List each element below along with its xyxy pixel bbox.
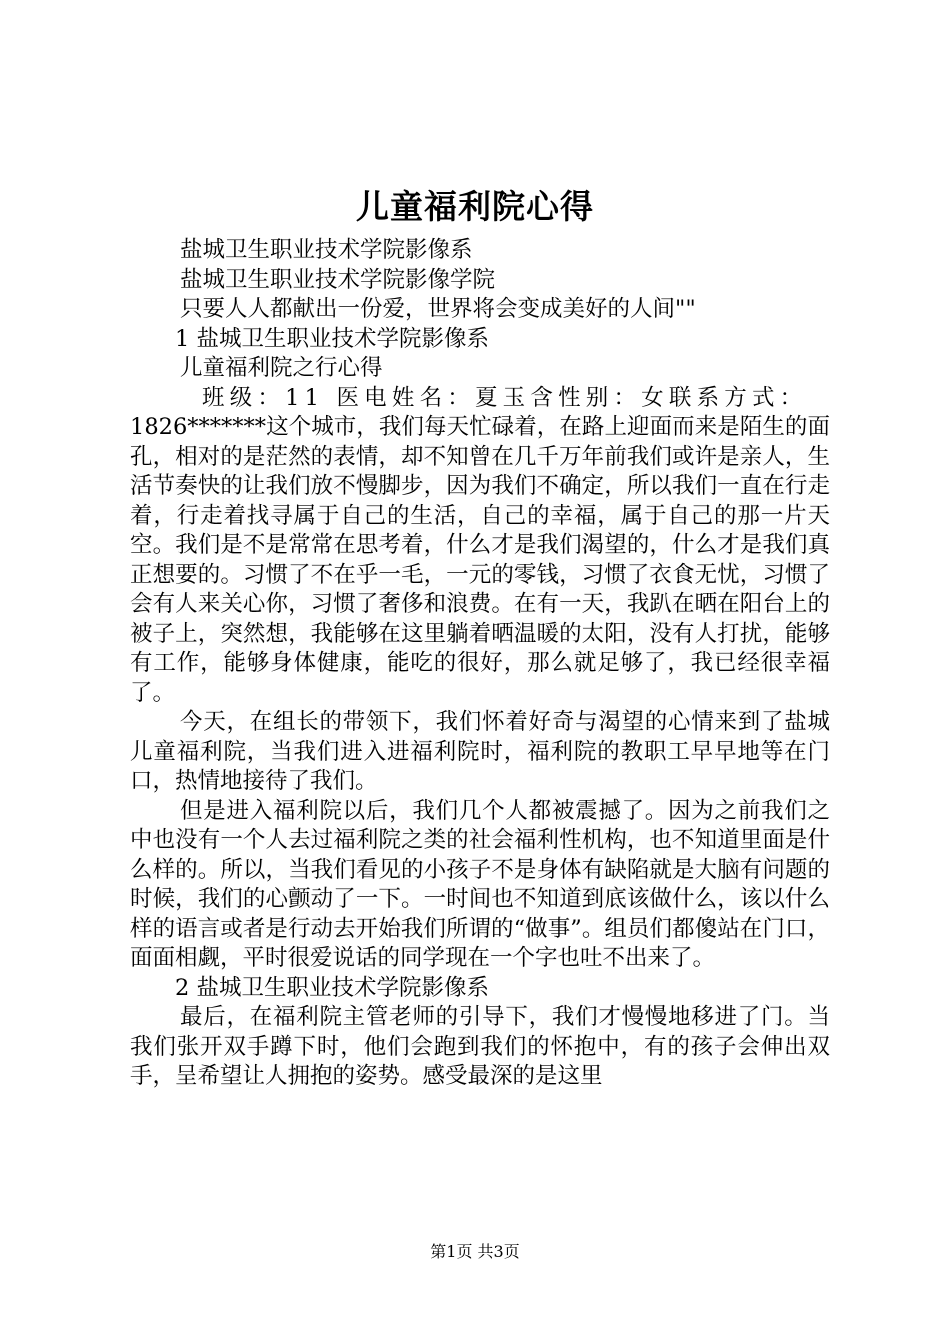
- header-line-page-marker: 1 盐城卫生职业技术学院影像系: [175, 325, 489, 352]
- header-line-motto: 只要人人都献出一份爱，世界将会变成美好的人间"": [180, 296, 696, 322]
- header-line-school: 盐城卫生职业技术学院影像系: [180, 237, 473, 263]
- paragraph: [130, 413, 830, 708]
- document-body: [130, 236, 830, 1092]
- header-line-subtitle: 儿童福利院之行心得: [180, 355, 383, 381]
- page-footer: 第1页 共3页: [430, 1242, 520, 1261]
- section-marker: 2 盐城卫生职业技术学院影像系: [175, 974, 489, 1001]
- paragraph: [130, 708, 830, 797]
- paragraph-text: 但是进入福利院以后，我们几个人都被震撼了。因为之前我们之中也没有一个人去过福利院之类的社会福利性机构，也不知道里面是什么样的。所以，当我们看见的小孩子不是身体有缺陷就是大脑有问题的时候，我们的心颤动了一下。一时间也不知道到底该做什么，该以什么样的语言或者是行动去开始我们所谓的“做事”。组员们都傻站在门口，面面相觑，平时很爱说话的同学现在一个字也吐不出来了。: [130, 797, 830, 971]
- page-title: 儿童福利院心得: [356, 187, 594, 226]
- paragraph-text: 最后，在福利院主管老师的引导下，我们才慢慢地移进了门。当我们张开双手蹲下时，他们会跑到我们的怀抱中，有的孩子会伸出双手，呈希望让人拥抱的姿势。感受最深的是这里: [130, 1004, 830, 1089]
- info-line: 班级：11 医电姓名：夏玉含性别：女联系方式：: [202, 384, 808, 411]
- paragraph-text: 1826*******这个城市，我们每天忙碌着，在路上迎面而来是陌生的面孔，相对的是茫然的表情，却不知曾在几千万年前我们或许是亲人，生活节奏快的让我们放不慢脚步，因为我们不确定，所以我们一直在行走着，行走着找寻属于自己的生活，自己的幸福，属于自己的那一片天空。我们是不是常常在思考着，什么才是我们渴望的，什么才是我们真正想要的。习惯了不在乎一毛，一元的零钱，习惯了衣食无忧，习惯了会有人来关心你，习惯了奢侈和浪费。在有一天，我趴在晒在阳台上的被子上，突然想，我能够在这里躺着晒温暖的太阳，没有人打扰，能够有工作，能够身体健康，能吃的很好，那么就足够了，我已经很幸福了。: [130, 414, 830, 706]
- paragraph: [130, 1003, 830, 1092]
- paragraph: [130, 797, 830, 974]
- paragraph-text: 今天，在组长的带领下，我们怀着好奇与渴望的心情来到了盐城儿童福利院，当我们进入进福利院时，福利院的教职工早早地等在门口，热情地接待了我们。: [130, 709, 830, 794]
- header-line-college: 盐城卫生职业技术学院影像学院: [180, 266, 496, 293]
